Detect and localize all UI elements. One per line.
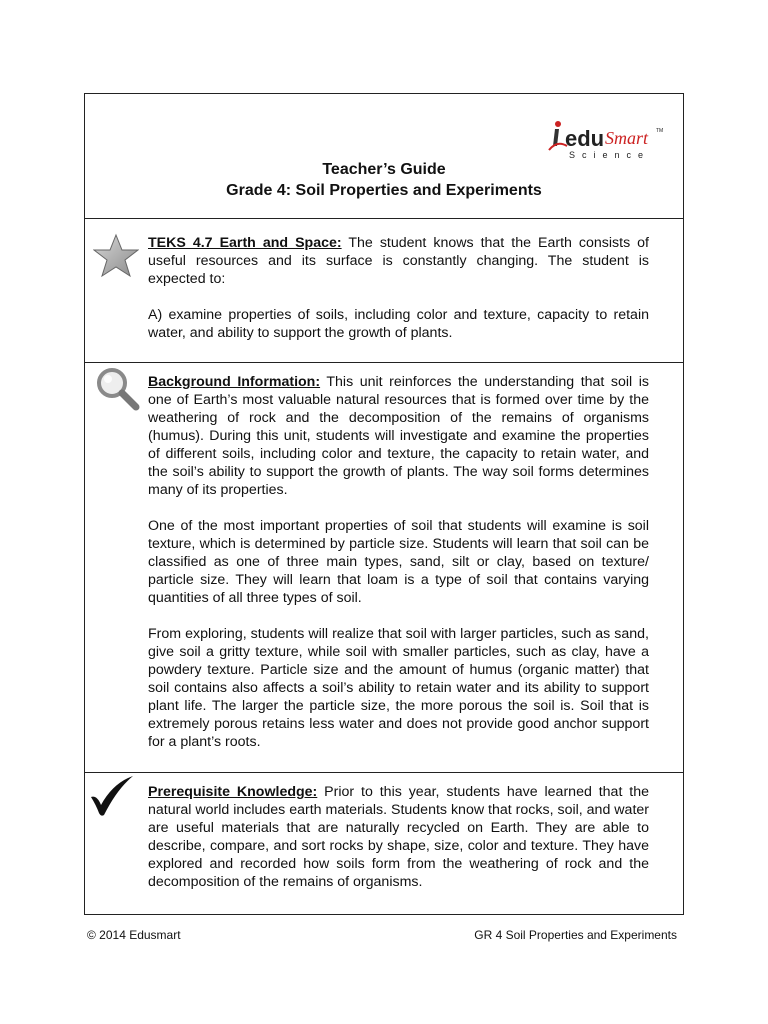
background-paragraph-2: One of the most important properties of soil that students will examine is soil texture, which is determined by particle size. Students will learn that soil can be classified as one of three main types, sand, silt or clay, based on texture/ particle size. They will learn that loam is a type of soil that contains varying quantities of all three types of soil. <box>148 518 649 606</box>
prerequisite-heading: Prerequisite Knowledge: <box>148 784 318 800</box>
prerequisite-text: Prior to this year, students have learned that the natural world includes earth materials. Students know that rocks, soil, and water are useful materials that are naturally recycled on Earth. They are able to describe, compare, and sort rocks by shape, size, color and texture. They have explored and recorded how soils form from the weathering of rock and the decomposition of the remains of organisms. <box>148 784 650 890</box>
edusmart-logo <box>547 116 677 166</box>
logo-smart: Smart <box>605 128 649 148</box>
background-paragraph-3: From exploring, students will realize that soil with larger particles, such as sand, give soil a gritty texture, while soil with smaller particles, such as clay, have a powdery texture. Particle size and the amount of humus (organic matter) that soil contains also affects a soil’s ability to retain water and its ability to support plant life. The larger the particle size, the more porous the soil is. Soil that is extremely porous retains less water and does not provide good anchor support for a plant’s roots. <box>148 626 649 750</box>
prerequisite-section <box>85 773 683 914</box>
prerequisite-paragraph <box>148 783 649 891</box>
teks-paragraph <box>148 234 649 288</box>
logo-sub: Science <box>569 150 651 160</box>
teks-text: The student knows that the Earth consists of useful resources and its surface is constantly changing. The student is expected to: <box>148 235 649 287</box>
teks-heading: TEKS 4.7 Earth and Space: <box>148 235 342 251</box>
checkmark-icon <box>89 775 137 819</box>
logo-edu: edu <box>565 126 605 151</box>
logo-tm: TM <box>656 128 664 134</box>
footer-doc-title: GR 4 Soil Properties and Experiments <box>474 928 677 942</box>
page-title: Teacher’s Guide <box>322 161 446 178</box>
background-paragraph-1 <box>148 373 649 499</box>
magnifier-icon <box>94 365 140 411</box>
teks-item-a: A) examine properties of soils, including color and texture, capacity to retain water, and ability to support the growth of plants. <box>148 307 649 341</box>
header-section <box>85 94 683 218</box>
footer-copyright: © 2014 Edusmart <box>87 928 181 942</box>
background-text-1: This unit reinforces the understanding that soil is one of Earth’s most valuable natural resources that is formed over time by the weathering of rock and the decomposition of the remains of organisms (humus). During this unit, students will investigate and examine the properties of different soils, including color and texture, the capacity to retain water, and the soil’s ability to support the growth of plants. The way soil forms determines many of its properties. <box>148 374 650 498</box>
background-heading: Background Information: <box>148 374 321 390</box>
background-section <box>85 363 683 772</box>
document-frame <box>84 93 684 915</box>
page-subtitle: Grade 4: Soil Properties and Experiments <box>226 182 542 199</box>
star-icon <box>93 233 139 279</box>
teks-section <box>85 219 683 362</box>
